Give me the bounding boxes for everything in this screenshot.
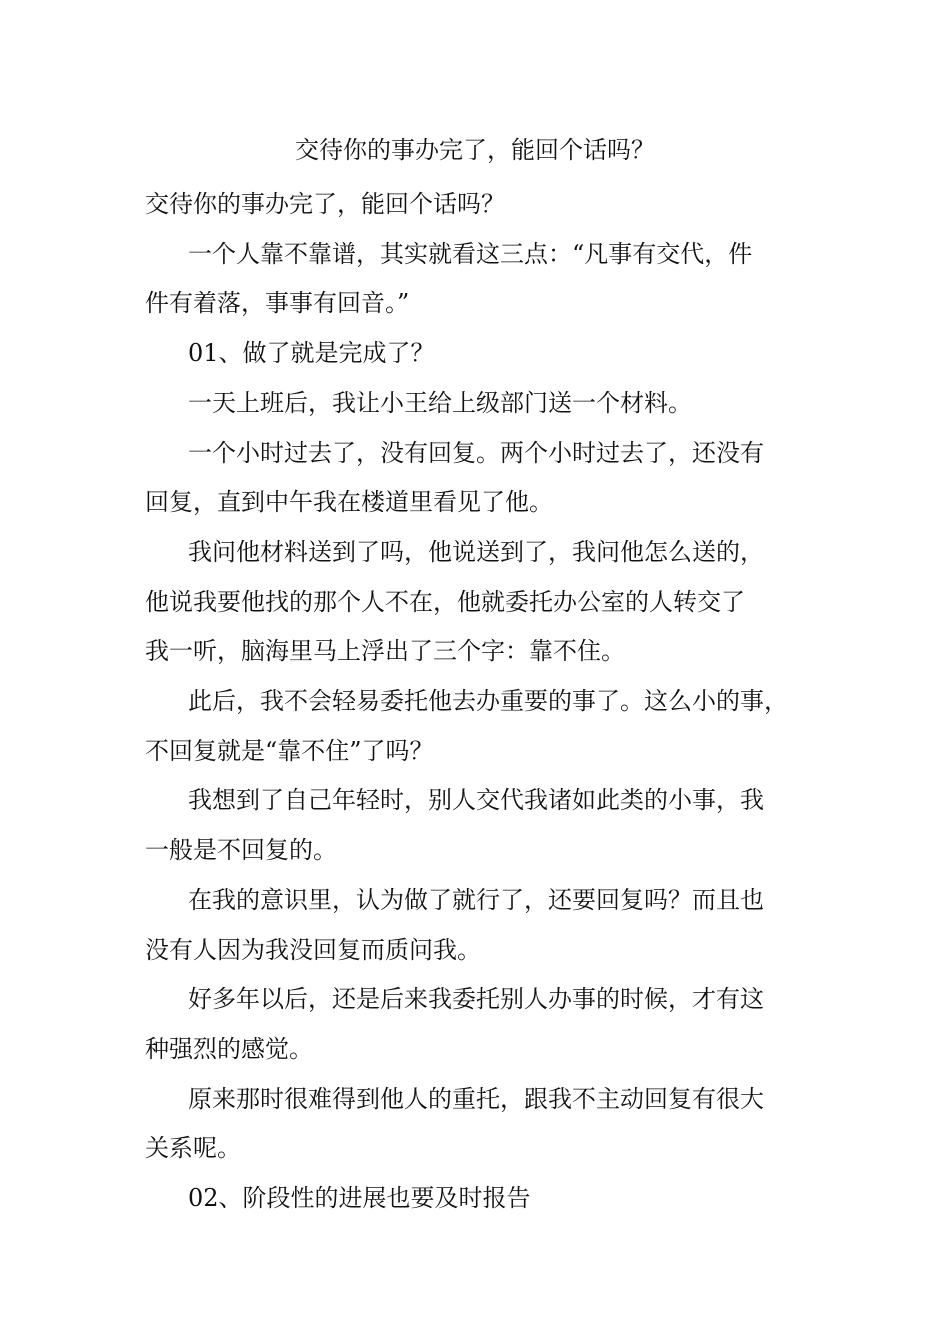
paragraph-line: 此后，我不会轻易委托他去办重要的事了。这么小的事， [188,687,788,716]
paragraph-line: 关系呢。 [145,1134,241,1163]
paragraph-line: 我一听，脑海里马上浮出了三个字：靠不住。 [145,637,625,666]
paragraph-line: 我问他材料送到了吗，他说送到了，我问他怎么送的， [188,537,764,566]
paragraph [145,528,825,677]
paragraph-line: 件有着落，事事有回音。” [145,289,410,318]
paragraph [145,230,825,329]
paragraph-line: 01、做了就是完成了？ [188,339,435,368]
paragraph-line: 交待你的事办完了，能回个话吗？ [145,190,505,218]
paragraph [145,429,825,528]
paragraph-line: 他说我要他找的那个人不在，他就委托办公室的人转交了 [145,587,745,616]
paragraph [145,876,825,975]
paragraph [145,379,825,429]
paragraph-line: 没有人因为我没回复而质问我。 [145,935,481,964]
paragraph-line: 我想到了自己年轻时，别人交代我诸如此类的小事，我 [188,786,764,815]
paragraph [145,180,825,230]
paragraph-line: 一个小时过去了，没有回复。两个小时过去了，还没有 [188,438,764,467]
paragraph [145,677,825,776]
paragraph-line: 在我的意识里，认为做了就行了，还要回复吗？而且也 [188,885,764,914]
paragraph-line: 一个人靠不靠谱，其实就看这三点：“凡事有交代，件 [188,239,753,268]
paragraph [145,776,825,875]
paragraph-line: 好多年以后，还是后来我委托别人办事的时候，才有这 [188,985,764,1014]
paragraph-line: 回复，直到中午我在楼道里看见了他。 [145,488,553,517]
paragraph [145,329,825,379]
paragraph-line: 02、阶段性的进展也要及时报告 [188,1184,531,1213]
paragraph [145,1174,825,1224]
paragraph-line: 种强烈的感觉。 [145,1034,313,1063]
paragraph [145,975,825,1074]
document-title: 交待你的事办完了，能回个话吗？ [295,136,655,164]
document-body [145,180,825,1224]
paragraph [145,1075,825,1174]
paragraph-line: 一般是不回复的。 [145,836,337,865]
paragraph-line: 原来那时很难得到他人的重托，跟我不主动回复有很大 [188,1084,764,1113]
paragraph-line: 一天上班后，我让小王给上级部门送一个材料。 [188,388,692,417]
paragraph-line: 不回复就是“靠不住”了吗？ [145,736,434,765]
